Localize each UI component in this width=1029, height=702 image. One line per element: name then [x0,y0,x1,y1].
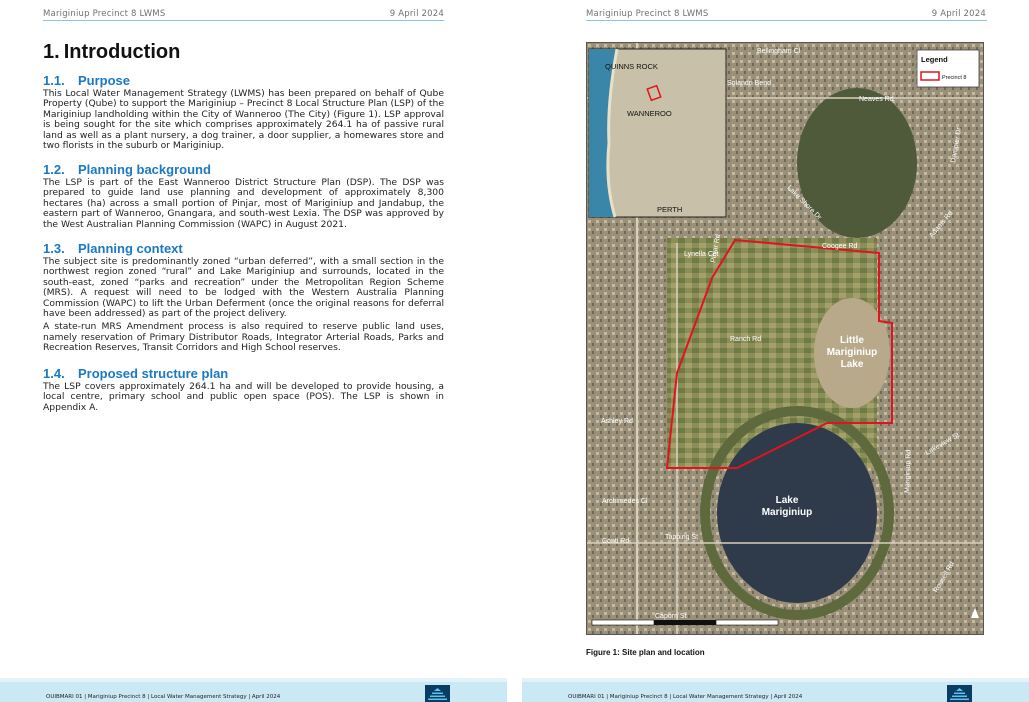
lake-label: Little [840,335,864,346]
running-header-date: 9 April 2024 [931,9,986,19]
section-planning-background [43,162,444,230]
scale-bar [592,620,654,625]
chapter-title [43,41,180,64]
road-label: Lakeview St [924,431,961,457]
road-label: Ashley Rd [601,418,633,425]
road-label: Dampier Dr [950,126,964,164]
road-label: Tapping St [665,534,699,541]
road-label: Ranch Rd [730,336,762,343]
section-heading [43,162,444,178]
section-heading [43,73,444,89]
paragraph: The LSP is part of the East Wanneroo District Structure Plan (DSP). The DSP was prepared to guide land use planning and development of approximately 8,300 hectares (ha) across a small portion of Pinjar, most of Mariginiup and Jandabup, the eastern part of Wanneroo, Gnangara, and south-west Lexia. The DSP was approved by the West Australian Planning Commission (WAPC) in August 2021. [43,177,444,230]
section-heading [43,241,444,257]
legend-item: Precinct 8 [942,75,967,81]
paragraph: This Local Water Management Strategy (LWMS) has been prepared on behalf of Qube Property (Qube) to support the Mariginiup – Precinct 8 Local Structure Plan (LSP) of the Mariginiup landholding within the City of Wanneroo (The City) (Figure 1). LSP approval is being sought for the site which comprises approximately 264.1 ha of passive rural land as well as a plant nursery, a dog trainer, a door supplier, a homewares store and two florists in the suburb or Mariginiup. [43,88,444,152]
road-label: Adams Rd [928,209,955,240]
section-number: 1.4. [43,366,65,381]
lake-label: Mariginiup [761,507,813,518]
running-header-title: Mariginiup Precinct 8 LWMS [43,9,166,19]
site-plan-map [586,42,984,635]
section-title: Proposed structure plan [78,366,229,381]
lake-label: Lake [840,359,864,370]
road-label: Coogee Rd [822,243,858,250]
road-label: Pinjar Rd [710,233,722,264]
running-header-title: Mariginiup Precinct 8 LWMS [586,9,709,19]
road-label: Archimedes Cl [602,498,648,505]
road-label: Solandri Bend [727,80,771,87]
section-title: Purpose [78,73,131,88]
chapter-title-text: Introduction [63,41,181,63]
document-page-right [522,0,1029,702]
section-title: Planning background [78,162,211,177]
paragraph: The LSP covers approximately 264.1 ha and will be developed to provide housing, a local centre, primary school and public open space (POS). The LSP is shown in Appendix A. [43,381,444,413]
road-label: Conti Rd [602,538,630,545]
section-number: 1.3. [43,241,65,256]
paragraph: The subject site is predominantly zoned “urban deferred”, with a small section in the northwest region zoned “rural” and Lake Mariginiup and surrounds, located in the south-east, zoned “parks and recreation” under the Metropolitan Region Scheme (MRS). A request will need to be lodged with the Western Australia Planning Commission (WAPC) to lift the Urban Deferment (once the original reasons for deferral have been addressed) as part of the project delivery. [43,256,444,320]
road-label: Neaves Rd [859,96,894,103]
road-label: Lynella Cct [684,251,719,258]
page-footer [522,682,1029,702]
running-header-date: 9 April 2024 [389,9,444,19]
chapter-number: 1. [43,41,60,63]
road-label: Caporn St [655,613,687,620]
paragraph: A state-run MRS Amendment process is also required to reserve public land uses, namely reservation of Primary Distributor Roads, Integrator Arterial Roads, Parks and Recreation Reserves, Transit Corridors and High School reserves. [43,321,444,354]
document-page-left [0,0,507,702]
header-rule [586,20,987,21]
road-label: Rousell Rd [932,560,956,594]
road-label: Bellingham Cl [757,48,801,55]
page-gap [507,0,522,702]
aerial-map [587,43,984,635]
company-logo-icon [947,685,972,702]
section-title: Planning context [78,241,183,256]
inset-label: PERTH [657,205,683,214]
lake-label: Mariginiup [826,347,878,358]
footer-text: OUIBMARI 01 | Mariginiup Precinct 8 | Local Water Management Strategy | April 2024 [568,694,803,700]
section-planning-context [43,241,444,354]
inset-label: QUINNS ROCK [605,62,658,71]
section-purpose [43,73,444,151]
section-proposed-structure-plan [43,366,444,413]
inset-label: WANNEROO [627,109,672,118]
scale-bar [654,620,716,625]
scale-bar [716,620,778,625]
road-label: Mariginiup Rd [904,449,913,494]
figure-caption: Figure 1: Site plan and location [586,648,705,657]
legend-title: Legend [921,55,948,64]
page-footer [0,682,507,702]
section-heading [43,366,444,382]
company-logo-icon [425,685,450,702]
lake-label: Lake [775,495,799,506]
road-label: Lake Shore Dr [785,184,823,222]
section-number: 1.2. [43,162,65,177]
footer-text: OUIBMARI 01 | Mariginiup Precinct 8 | Local Water Management Strategy | April 2024 [46,694,281,700]
section-number: 1.1. [43,73,65,88]
header-rule [43,20,444,21]
